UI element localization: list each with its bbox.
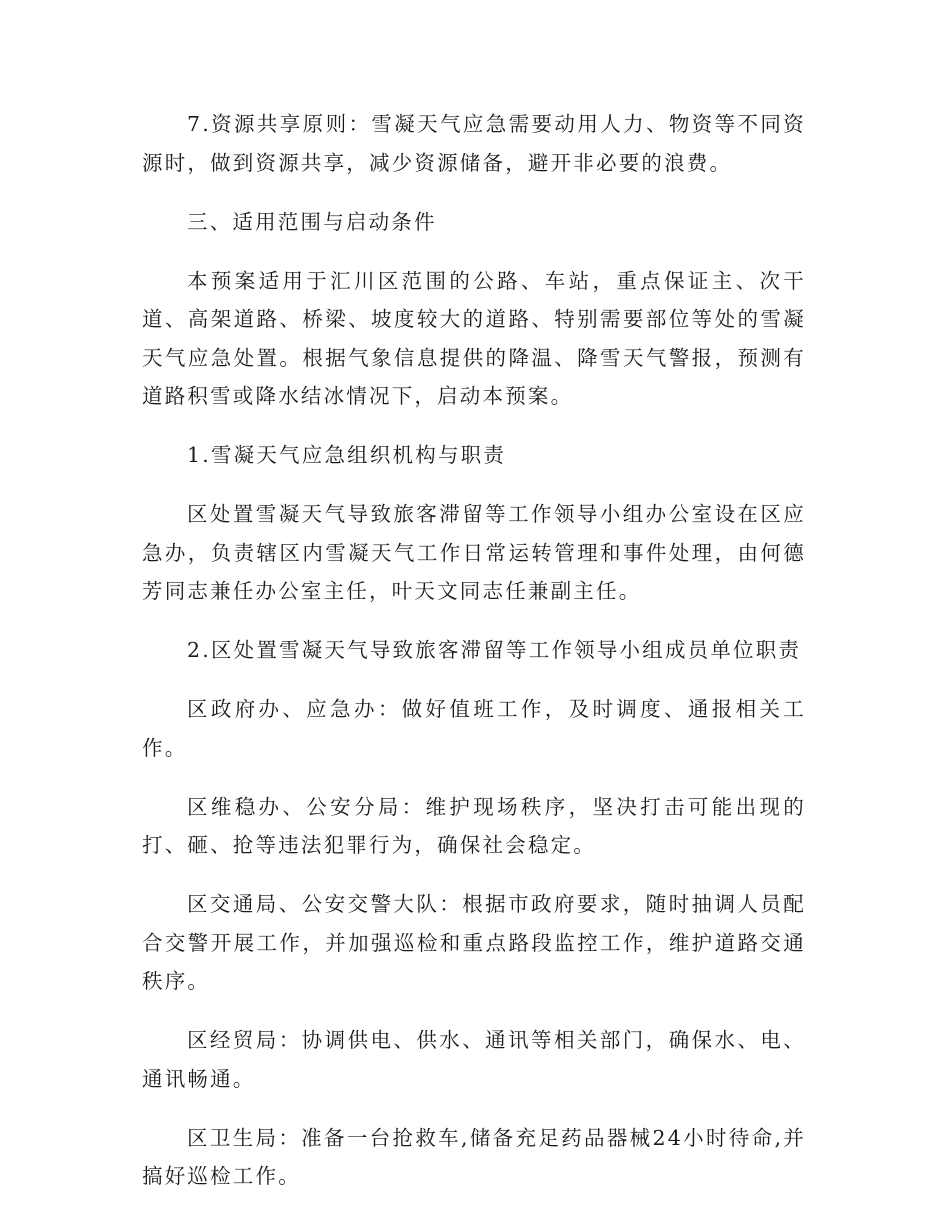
- subheading-member-duties: 2.区处置雪凝天气导致旅客滞留等工作领导小组成员单位职责: [187, 638, 802, 662]
- document-body: [142, 105, 806, 1216]
- paragraph-office: 区处置雪凝天气导致旅客滞留等工作领导小组办公室设在区应急办，负责辖区内雪凝天气工作日常运转管理和事件处理，由何德芳同志兼任办公室主任，叶天文同志任兼副主任。: [142, 502, 806, 603]
- subheading-organization: 1.雪凝天气应急组织机构与职责: [187, 443, 507, 467]
- paragraph-govt-office: 区政府办、应急办：做好值班工作，及时调度、通报相关工作。: [142, 697, 806, 760]
- paragraph-health: 区卫生局：准备一台抢救车,储备充足药品器械24小时待命,并搞好巡检工作。: [142, 1125, 806, 1188]
- section-heading-scope: 三、适用范围与启动条件: [187, 209, 437, 234]
- paragraph-transport: 区交通局、公安交警大队：根据市政府要求，随时抽调人员配合交警开展工作，并加强巡检和重点路段监控工作，维护道路交通秩序。: [142, 892, 806, 993]
- paragraph-resource-sharing: 7.资源共享原则：雪凝天气应急需要动用人力、物资等不同资源时，做到资源共享，减少资源储备，避开非必要的浪费。: [142, 112, 806, 175]
- paragraph-public-security: 区维稳办、公安分局：维护现场秩序，坚决打击可能出现的打、砸、抢等违法犯罪行为，确保社会稳定。: [142, 794, 806, 857]
- paragraph-scope: 本预案适用于汇川区范围的公路、车站，重点保证主、次干道、高架道路、桥梁、坡度较大的道路、特别需要部位等处的雪凝天气应急处置。根据气象信息提供的降温、降雪天气警报，预测有道路积雪或降水结冰情况下，启动本预案。: [142, 268, 806, 408]
- paragraph-trade: 区经贸局：协调供电、供水、通讯等相关部门，确保水、电、通讯畅通。: [142, 1028, 806, 1091]
